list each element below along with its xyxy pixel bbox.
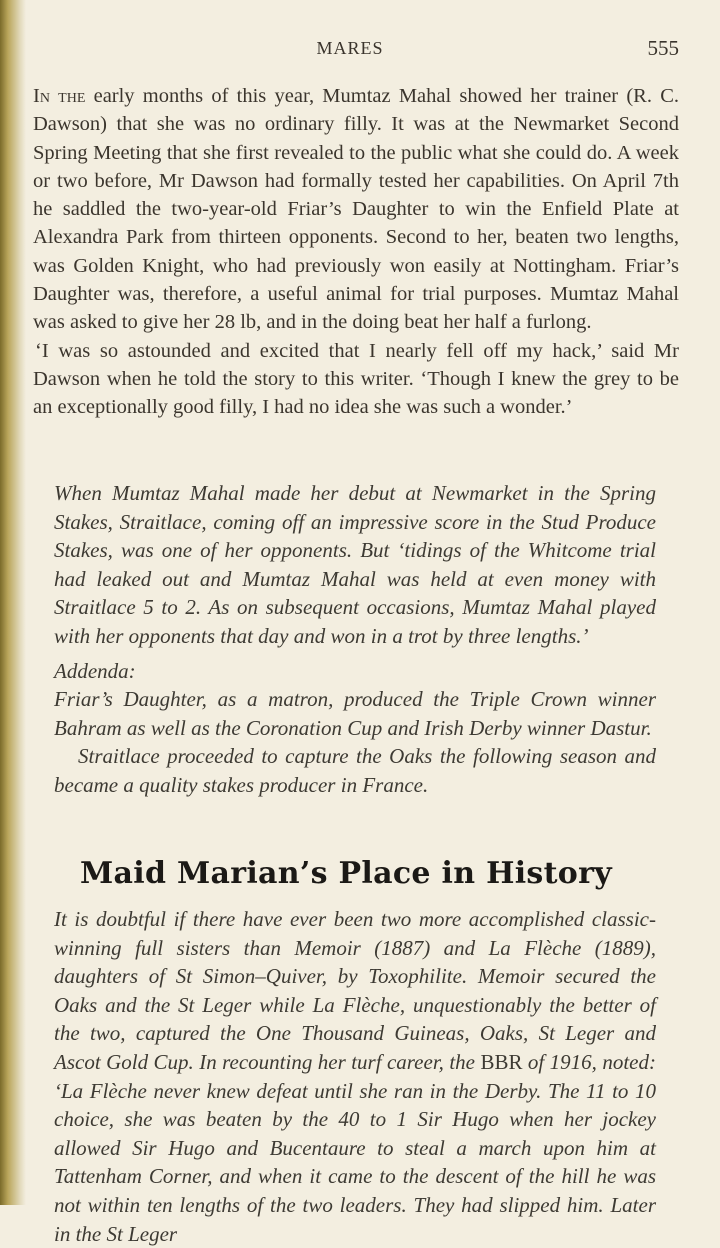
- article-paragraph-1: [33, 82, 679, 337]
- section-body: [54, 905, 656, 1246]
- addenda-label: Addenda:: [54, 658, 136, 683]
- editorial-commentary: [54, 479, 656, 800]
- article-paragraph-1-text: early months of this year, Mumtaz Mahal showed her trainer (R. C. Dawson) that she was no ordinary filly. It was at the Newmarket Second Spring Meeting that she first revealed to the public what she could do. A week or two before, Mr Dawson had formally tested her capabilities. On April 7th he saddled the two-year-old Friar’s Daughter to win the Enfield Plate at Alexandra Park from thirteen opponents. Second to her, beaten two lengths, was Golden Knight, who had previously won easily at Nottingham. Friar’s Daughter was, therefore, a useful animal for trial purposes. Mumtaz Mahal was asked to give her 28 lb, and in the doing beat her half a furlong.: [33, 85, 679, 334]
- addenda-paragraph-2: Straitlace proceeded to capture the Oaks the following season and became a quality stakes producer in France.: [54, 744, 656, 797]
- section-headline: Maid Marian’s Place in History: [80, 856, 612, 891]
- section-text-part-1: It is doubtful if there have ever been two more accomplished classic-winning full sisters than Memoir (1887) and La Flèche (1889), daughters of St Simon–Quiver, by Toxophilite. Memoir secured the Oaks and the St Leger while La Flèche, unquestionably the better of the two, captured the One Thousand Guineas, Oaks, St Leger and Ascot Gold Cup. In recounting her turf career, the: [54, 907, 656, 1074]
- section-roman-abbreviation: BBR: [480, 1049, 523, 1074]
- running-head-title: MARES: [316, 38, 384, 58]
- article-body: [33, 82, 679, 422]
- addenda-paragraph-1: Friar’s Daughter, as a matron, produced the Triple Crown winner Bahram as well as the Coronation Cup and Irish Derby winner Dastur.: [54, 687, 656, 740]
- article-paragraph-2: ‘I was so astounded and excited that I nearly fell off my hack,’ said Mr Dawson when he told the story to this writer. ‘Though I knew the grey to be an exceptionally good filly, I had no idea she was such a wonder.’: [33, 339, 679, 419]
- lead-in-small-caps: In the: [33, 85, 86, 107]
- running-head: [0, 38, 720, 66]
- section-paragraph: [54, 905, 656, 1248]
- section-text-part-2: of 1916, noted: ‘La Flèche never knew defeat until she ran in the Derby. The 11 to 10 choice, she was beaten by the 40 to 1 Sir Hugo when her jockey allowed Sir Hugo and Bucentaure to steal a march upon him at Tattenham Corner, and when it came to the descent of the hill he was not within ten lengths of the two leaders. They had slipped him. Later in the St Leger: [54, 1049, 656, 1246]
- page-number: 555: [647, 36, 679, 60]
- commentary-paragraph: When Mumtaz Mahal made her debut at Newmarket in the Spring Stakes, Straitlace, coming off an impressive score in the Stud Produce Stakes, was one of her opponents. But ‘tidings of the Whitcome trial had leaked out and Mumtaz Mahal was held at even money with Straitlace 5 to 2. As on subsequent occasions, Mumtaz Mahal played with her opponents that day and won in a trot by three lengths.’: [54, 481, 656, 648]
